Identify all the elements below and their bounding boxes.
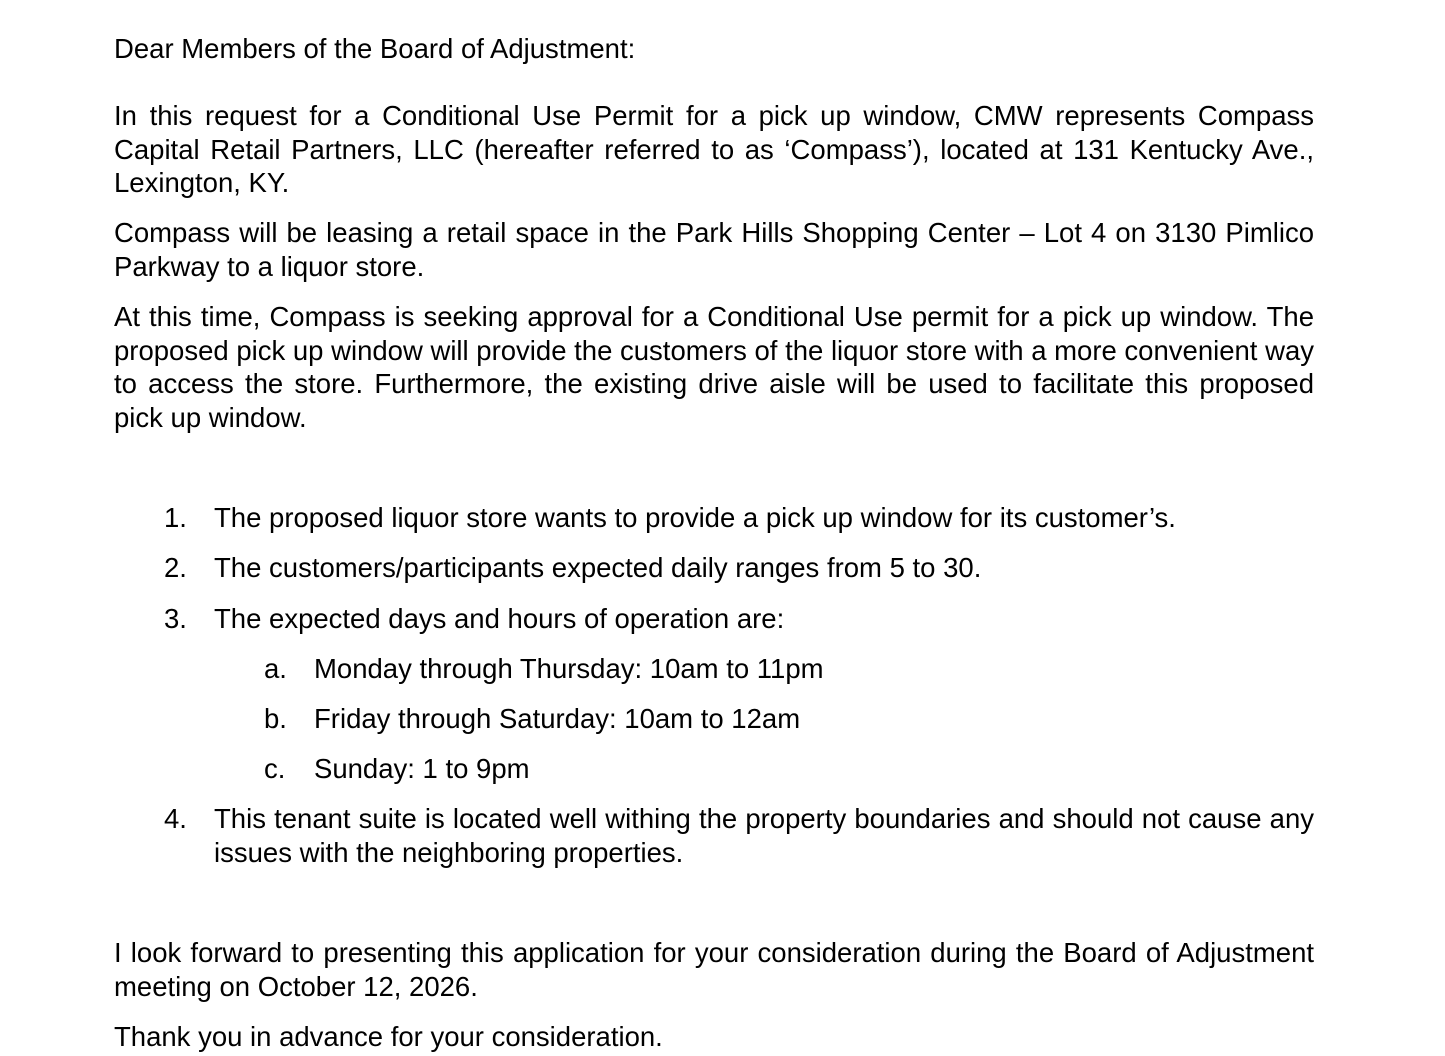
salutation: Dear Members of the Board of Adjustment: <box>114 33 636 64</box>
list-marker: a. <box>264 653 287 684</box>
list-text: This tenant suite is located well withing the property boundaries and should not cause any issues with the neighboring properties. <box>214 803 1314 868</box>
paragraph-thanks: Thank you in advance for your consideration. <box>114 1021 663 1052</box>
list-text: The customers/participants expected daily ranges from 5 to 30. <box>214 552 982 583</box>
list-marker: 4. <box>164 803 187 834</box>
list-text: Sunday: 1 to 9pm <box>314 753 530 784</box>
list-text: Friday through Saturday: 10am to 12am <box>314 703 801 734</box>
list-text: The proposed liquor store wants to provide a pick up window for its customer’s. <box>214 502 1176 533</box>
paragraph-lease: Compass will be leasing a retail space in the Park Hills Shopping Center – Lot 4 on 3130 Pimlico Parkway to a liquor store. <box>114 217 1314 282</box>
list-marker: c. <box>264 753 286 784</box>
list-marker: 3. <box>164 603 187 634</box>
list-text: The expected days and hours of operation are: <box>214 603 785 634</box>
list-marker: b. <box>264 703 287 734</box>
list-text: Monday through Thursday: 10am to 11pm <box>314 653 824 684</box>
paragraph-request: At this time, Compass is seeking approval for a Conditional Use permit for a pick up window. The proposed pick up window will provide the customers of the liquor store with a more convenient way to access the store. Furthermore, the existing drive aisle will be used to facilitate this proposed pick up window. <box>114 301 1314 433</box>
paragraph-intro: In this request for a Conditional Use Permit for a pick up window, CMW represents Compass Capital Retail Partners, LLC (hereafter referred to as ‘Compass’), located at 131 Kentucky Ave., Lexington, KY. <box>114 100 1314 199</box>
list-marker: 2. <box>164 552 187 583</box>
list-marker: 1. <box>164 502 187 533</box>
paragraph-closing: I look forward to presenting this application for your consideration during the Board of Adjustment meeting on October 12, 2026. <box>114 937 1314 1002</box>
